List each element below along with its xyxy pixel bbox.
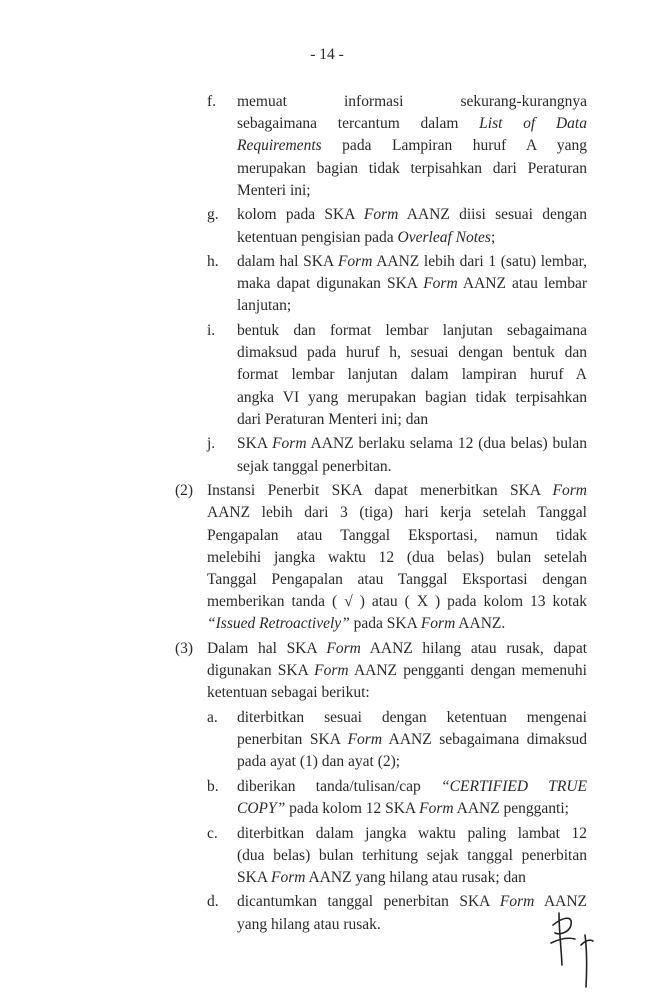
list-item bbox=[0, 776, 654, 820]
list-item-text bbox=[237, 776, 587, 820]
italic-text: “Issued Retroactively” bbox=[207, 615, 350, 633]
text-line bbox=[237, 364, 587, 386]
text-line bbox=[237, 891, 587, 913]
list-item-text bbox=[237, 823, 587, 890]
text-line bbox=[237, 342, 587, 364]
text-line bbox=[237, 387, 587, 409]
italic-text: Form bbox=[314, 662, 349, 680]
list-item bbox=[0, 91, 654, 202]
text-segment: Pengapalan atau Tanggal Eksportasi, namun tidak bbox=[207, 526, 587, 544]
text-segment: AANZ pengganti; bbox=[453, 799, 569, 817]
italic-text: Form bbox=[420, 615, 456, 633]
text-segment: dalam hal SKA bbox=[237, 253, 338, 271]
italic-text: Form bbox=[419, 799, 454, 817]
text-segment: angka VI yang merupakan bagian tidak terpisahkan bbox=[237, 388, 587, 406]
list-item-text bbox=[237, 204, 587, 248]
text-segment: AANZ berlaku selama 12 (dua belas) bulan bbox=[306, 435, 587, 453]
text-segment: ketentuan sebagai berikut: bbox=[207, 684, 370, 702]
text-line bbox=[237, 751, 587, 773]
italic-text: Form bbox=[363, 206, 399, 224]
text-segment: AANZ sebagaimana dimaksud bbox=[382, 730, 587, 748]
text-line bbox=[207, 525, 587, 547]
text-segment: melebihi jangka waktu 12 (dua belas) bulan setelah bbox=[207, 548, 587, 566]
italic-text: Form bbox=[499, 893, 535, 911]
italic-text: Form bbox=[552, 482, 587, 500]
list-item bbox=[0, 638, 654, 705]
italic-text: Form bbox=[272, 435, 307, 453]
text-line bbox=[237, 295, 587, 317]
list-item-label: b. bbox=[207, 777, 219, 795]
text-line bbox=[237, 707, 587, 729]
list-item-label: c. bbox=[207, 824, 218, 842]
text-line bbox=[237, 867, 587, 889]
initials-signature bbox=[545, 895, 615, 990]
list-item bbox=[0, 251, 654, 318]
text-line bbox=[207, 638, 587, 660]
text-segment: bentuk dan format lembar lanjutan sebagaimana bbox=[237, 322, 587, 340]
text-segment: Tanggal Pengapalan atau Tanggal Eksportasi dengan bbox=[207, 570, 587, 588]
text-line bbox=[207, 591, 587, 613]
text-segment: merupakan bagian tidak terpisahkan dari Peraturan bbox=[237, 159, 587, 177]
text-line bbox=[237, 204, 587, 226]
text-segment: maka dapat digunakan SKA bbox=[237, 275, 424, 293]
text-segment: AANZ lebih dari 1 (satu) lembar, bbox=[372, 253, 587, 271]
italic-text: “CERTIFIED TRUE bbox=[441, 777, 588, 795]
text-segment: lanjutan; bbox=[237, 297, 292, 315]
list-item-text bbox=[237, 91, 587, 202]
text-line bbox=[207, 660, 587, 682]
text-segment: pada kolom 12 SKA bbox=[285, 799, 420, 817]
text-segment: AANZ lebih dari 3 (tiga) hari kerja setelah Tanggal bbox=[207, 504, 587, 522]
text-line bbox=[237, 776, 587, 798]
text-line bbox=[237, 823, 587, 845]
text-segment: sebagaimana tercantum dalam bbox=[237, 115, 480, 133]
text-line bbox=[237, 91, 587, 113]
text-segment: dari Peraturan Menteri ini; dan bbox=[237, 410, 429, 428]
text-segment: Instansi Penerbit SKA dapat menerbitkan SKA bbox=[207, 482, 553, 500]
text-segment: AANZ yang hilang atau rusak; dan bbox=[305, 868, 526, 886]
text-line bbox=[237, 273, 587, 295]
text-segment: AANZ hilang atau rusak, dapat bbox=[360, 639, 587, 657]
text-segment: memuat informasi sekurang-kurangnya bbox=[237, 93, 587, 110]
text-line bbox=[237, 914, 587, 936]
text-line bbox=[237, 227, 587, 249]
italic-text: Overleaf Notes bbox=[397, 228, 491, 246]
list-item bbox=[0, 480, 654, 635]
text-segment: pada SKA bbox=[349, 615, 421, 633]
italic-text: Form bbox=[337, 253, 373, 271]
list-item-text bbox=[237, 891, 587, 935]
list-item-text bbox=[237, 320, 587, 431]
text-segment: Menteri ini; bbox=[237, 181, 311, 199]
list-item-label: a. bbox=[207, 708, 218, 726]
text-segment: sejak tanggal penerbitan. bbox=[237, 457, 392, 475]
list-item-label: d. bbox=[207, 893, 219, 911]
text-segment: ; bbox=[490, 228, 496, 246]
text-line bbox=[237, 845, 587, 867]
text-segment: AANZ atau lembar bbox=[457, 275, 587, 293]
italic-text: Form bbox=[271, 868, 306, 886]
text-line bbox=[237, 456, 587, 478]
text-segment: AANZ pengganti dengan memenuhi bbox=[348, 662, 587, 680]
text-line bbox=[207, 682, 587, 704]
text-segment: (dua belas) bulan terhitung sejak tanggal penerbitan bbox=[237, 846, 587, 864]
list-item bbox=[0, 823, 654, 890]
text-line bbox=[237, 135, 587, 157]
text-segment: diterbitkan sesuai dengan ketentuan mengenai bbox=[237, 708, 587, 726]
list-item-text bbox=[237, 251, 587, 318]
text-line bbox=[237, 320, 587, 342]
italic-text: Form bbox=[347, 730, 383, 748]
list-item bbox=[0, 320, 654, 431]
text-line bbox=[207, 569, 587, 591]
document-body bbox=[0, 91, 654, 938]
text-line bbox=[207, 547, 587, 569]
text-segment: memberikan tanda ( √ ) atau ( X ) pada kolom 13 kotak bbox=[207, 593, 587, 611]
text-line bbox=[237, 729, 587, 751]
text-line bbox=[237, 433, 587, 455]
text-line bbox=[207, 613, 587, 635]
list-item-label: (3) bbox=[175, 639, 194, 657]
text-segment: format lembar lanjutan dalam lampiran huruf A bbox=[237, 366, 587, 384]
text-segment: pada ayat (1) dan ayat (2); bbox=[237, 753, 401, 771]
text-segment: digunakan SKA bbox=[207, 662, 315, 680]
text-segment: diberikan tanda/tulisan/cap bbox=[237, 777, 442, 795]
text-line bbox=[237, 409, 587, 431]
list-item-text bbox=[237, 433, 587, 477]
list-item-label: h. bbox=[207, 253, 219, 271]
list-item-label: j. bbox=[207, 435, 216, 453]
text-line bbox=[207, 480, 587, 502]
text-line bbox=[237, 798, 587, 820]
italic-text: Form bbox=[423, 275, 458, 293]
italic-text: List of Data bbox=[479, 115, 587, 133]
italic-text: COPY” bbox=[237, 799, 286, 817]
list-item-label: i. bbox=[207, 322, 216, 340]
list-item-label: g. bbox=[207, 206, 219, 224]
text-line bbox=[237, 251, 587, 273]
italic-text: Form bbox=[326, 639, 361, 657]
list-item bbox=[0, 707, 654, 774]
text-segment: dimaksud pada huruf h, sesuai dengan bentuk dan bbox=[237, 344, 587, 362]
text-segment: SKA bbox=[237, 868, 272, 886]
text-segment: SKA bbox=[237, 435, 273, 453]
list-item bbox=[0, 433, 654, 477]
text-segment: pada Lampiran huruf A yang bbox=[321, 137, 587, 155]
text-segment: diterbitkan dalam jangka waktu paling lambat 12 bbox=[237, 824, 587, 842]
list-item-text bbox=[207, 638, 587, 705]
text-segment: ketentuan pengisian pada bbox=[237, 228, 398, 246]
text-segment: Dalam hal SKA bbox=[207, 639, 327, 657]
text-line bbox=[237, 180, 587, 202]
list-item-label: f. bbox=[207, 93, 217, 110]
text-line bbox=[207, 502, 587, 524]
text-segment: dicantumkan tanggal penerbitan SKA bbox=[237, 893, 500, 911]
page-number: - 14 - bbox=[310, 46, 344, 63]
list-item-text bbox=[207, 480, 587, 635]
list-item bbox=[0, 204, 654, 248]
italic-text: Requirements bbox=[237, 137, 322, 155]
text-segment: penerbitan SKA bbox=[237, 730, 348, 748]
text-segment: AANZ diisi sesuai dengan bbox=[398, 206, 587, 224]
text-segment: yang hilang atau rusak. bbox=[237, 915, 381, 933]
list-item-label: (2) bbox=[175, 482, 194, 500]
text-segment: kolom pada SKA bbox=[237, 206, 364, 224]
text-line bbox=[237, 158, 587, 180]
text-segment: AANZ. bbox=[455, 615, 506, 633]
text-line bbox=[237, 113, 587, 135]
list-item-text bbox=[237, 707, 587, 774]
text-segment: AANZ bbox=[534, 893, 587, 911]
